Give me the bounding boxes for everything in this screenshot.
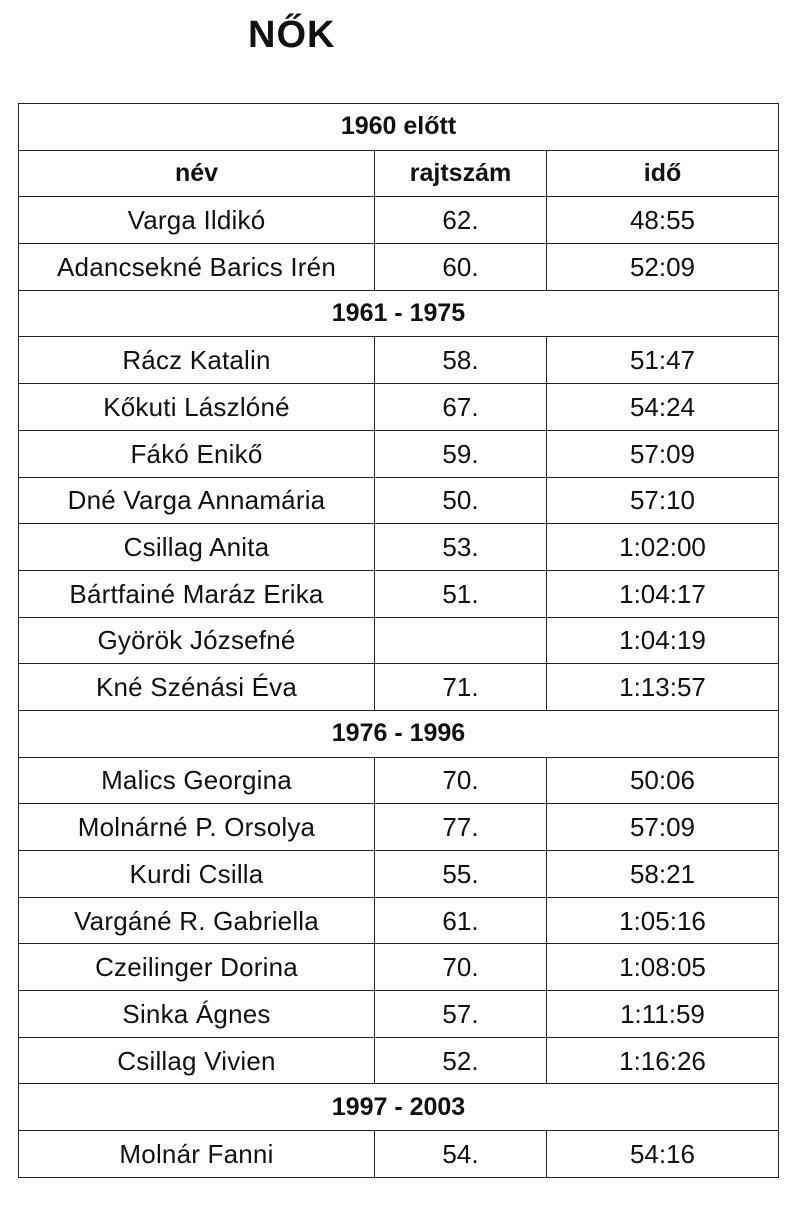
bib-number-cell: 55. bbox=[375, 851, 547, 898]
finish-time-cell: 50:06 bbox=[547, 757, 779, 804]
table-row bbox=[19, 197, 779, 244]
table-row bbox=[19, 1037, 779, 1084]
section-label: 1961 - 1975 bbox=[19, 290, 779, 337]
bib-number-cell: 60. bbox=[375, 244, 547, 291]
bib-number-cell: 54. bbox=[375, 1131, 547, 1178]
section-header-row bbox=[19, 290, 779, 337]
results-table bbox=[18, 103, 779, 1178]
bib-number-cell: 70. bbox=[375, 757, 547, 804]
results-table-body bbox=[19, 104, 779, 1178]
section-label: 1960 előtt bbox=[19, 104, 779, 151]
table-row bbox=[19, 664, 779, 711]
finish-time-cell: 48:55 bbox=[547, 197, 779, 244]
runner-name-cell: Molnár Fanni bbox=[19, 1131, 375, 1178]
column-header-time: idő bbox=[547, 150, 779, 197]
runner-name-cell: Györök Józsefné bbox=[19, 617, 375, 664]
bib-number-cell: 51. bbox=[375, 570, 547, 617]
runner-name-cell: Kurdi Csilla bbox=[19, 851, 375, 898]
column-header-row bbox=[19, 150, 779, 197]
table-row bbox=[19, 1131, 779, 1178]
table-row bbox=[19, 991, 779, 1038]
runner-name-cell: Varga Ildikó bbox=[19, 197, 375, 244]
finish-time-cell: 52:09 bbox=[547, 244, 779, 291]
runner-name-cell: Csillag Vivien bbox=[19, 1037, 375, 1084]
table-row bbox=[19, 430, 779, 477]
finish-time-cell: 1:02:00 bbox=[547, 524, 779, 571]
table-row bbox=[19, 944, 779, 991]
runner-name-cell: Vargáné R. Gabriella bbox=[19, 897, 375, 944]
runner-name-cell: Molnárné P. Orsolya bbox=[19, 804, 375, 851]
column-header-bib: rajtszám bbox=[375, 150, 547, 197]
bib-number-cell: 71. bbox=[375, 664, 547, 711]
runner-name-cell: Malics Georgina bbox=[19, 757, 375, 804]
runner-name-cell: Csillag Anita bbox=[19, 524, 375, 571]
bib-number-cell: 62. bbox=[375, 197, 547, 244]
runner-name-cell: Adancsekné Barics Irén bbox=[19, 244, 375, 291]
runner-name-cell: Fákó Enikő bbox=[19, 430, 375, 477]
table-row bbox=[19, 757, 779, 804]
table-row bbox=[19, 477, 779, 524]
finish-time-cell: 54:24 bbox=[547, 384, 779, 431]
finish-time-cell: 1:05:16 bbox=[547, 897, 779, 944]
section-header-row bbox=[19, 104, 779, 151]
section-header-row bbox=[19, 710, 779, 757]
table-row bbox=[19, 617, 779, 664]
finish-time-cell: 1:08:05 bbox=[547, 944, 779, 991]
table-row bbox=[19, 804, 779, 851]
finish-time-cell: 1:16:26 bbox=[547, 1037, 779, 1084]
finish-time-cell: 57:09 bbox=[547, 430, 779, 477]
runner-name-cell: Bártfainé Maráz Erika bbox=[19, 570, 375, 617]
bib-number-cell: 57. bbox=[375, 991, 547, 1038]
finish-time-cell: 57:10 bbox=[547, 477, 779, 524]
finish-time-cell: 1:04:17 bbox=[547, 570, 779, 617]
table-row bbox=[19, 244, 779, 291]
bib-number-cell: 77. bbox=[375, 804, 547, 851]
finish-time-cell: 57:09 bbox=[547, 804, 779, 851]
finish-time-cell: 51:47 bbox=[547, 337, 779, 384]
finish-time-cell: 58:21 bbox=[547, 851, 779, 898]
bib-number-cell: 52. bbox=[375, 1037, 547, 1084]
table-row bbox=[19, 851, 779, 898]
section-header-row bbox=[19, 1084, 779, 1131]
runner-name-cell: Kőkuti Lászlóné bbox=[19, 384, 375, 431]
bib-number-cell: 50. bbox=[375, 477, 547, 524]
runner-name-cell: Kné Szénási Éva bbox=[19, 664, 375, 711]
bib-number-cell: 58. bbox=[375, 337, 547, 384]
column-header-name: név bbox=[19, 150, 375, 197]
table-row bbox=[19, 570, 779, 617]
bib-number-cell: 61. bbox=[375, 897, 547, 944]
bib-number-cell bbox=[375, 617, 547, 664]
bib-number-cell: 59. bbox=[375, 430, 547, 477]
page-title: NŐK bbox=[248, 14, 336, 56]
finish-time-cell: 1:13:57 bbox=[547, 664, 779, 711]
finish-time-cell: 54:16 bbox=[547, 1131, 779, 1178]
runner-name-cell: Sinka Ágnes bbox=[19, 991, 375, 1038]
table-row bbox=[19, 897, 779, 944]
section-label: 1997 - 2003 bbox=[19, 1084, 779, 1131]
runner-name-cell: Czeilinger Dorina bbox=[19, 944, 375, 991]
finish-time-cell: 1:11:59 bbox=[547, 991, 779, 1038]
bib-number-cell: 67. bbox=[375, 384, 547, 431]
runner-name-cell: Rácz Katalin bbox=[19, 337, 375, 384]
bib-number-cell: 53. bbox=[375, 524, 547, 571]
table-row bbox=[19, 524, 779, 571]
runner-name-cell: Dné Varga Annamária bbox=[19, 477, 375, 524]
table-row bbox=[19, 337, 779, 384]
section-label: 1976 - 1996 bbox=[19, 710, 779, 757]
bib-number-cell: 70. bbox=[375, 944, 547, 991]
table-row bbox=[19, 384, 779, 431]
finish-time-cell: 1:04:19 bbox=[547, 617, 779, 664]
